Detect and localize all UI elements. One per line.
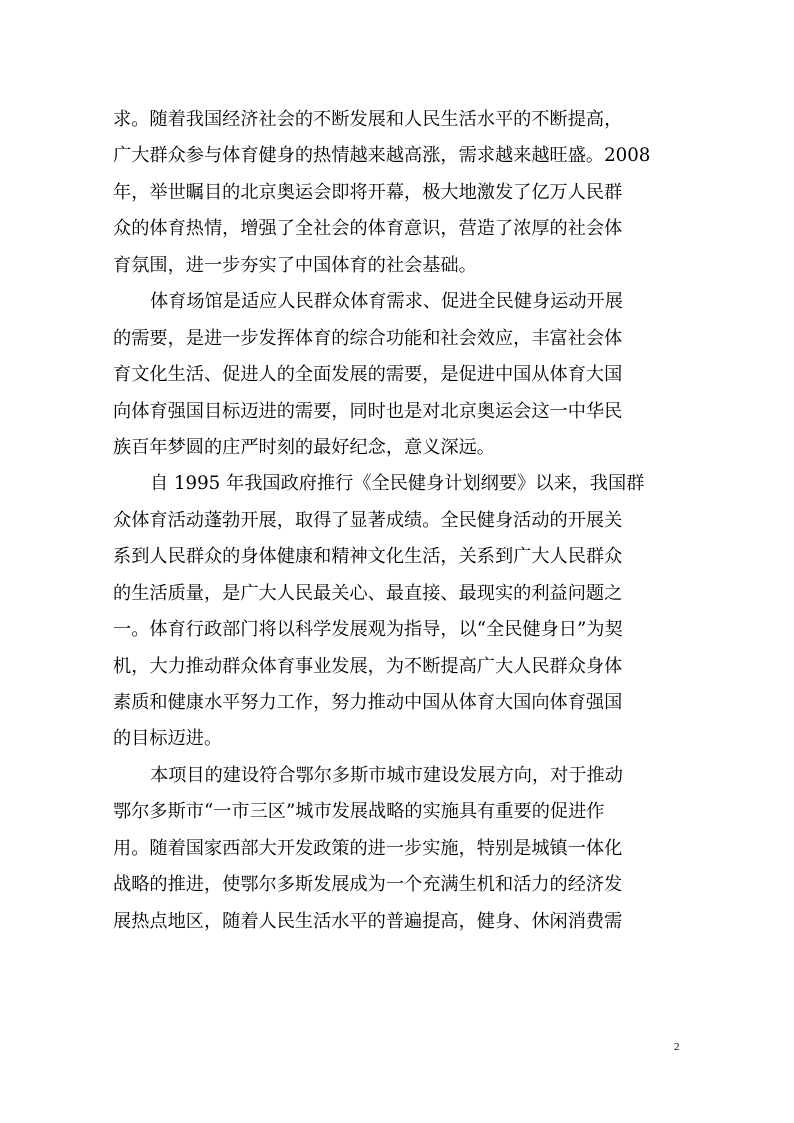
text-line: 用。随着国家西部大开发政策的进一步实施，特别是城镇一体化 xyxy=(113,837,623,859)
page-number: 2 xyxy=(674,1041,680,1053)
text-line: 的需要，是进一步发挥体育的综合功能和社会效应，丰富社会体 xyxy=(113,327,623,349)
paragraph-first-line: 自 1995 年我国政府推行《全民健身计划纲要》以来，我国群 xyxy=(150,473,645,495)
text-line: 的生活质量，是广大人民最关心、最直接、最现实的利益问题之 xyxy=(113,582,623,604)
text-line: 一。体育行政部门将以科学发展观为指导，以“全民健身日”为契 xyxy=(113,619,623,641)
text-line: 广大群众参与体育健身的热情越来越高涨，需求越来越旺盛。2008 xyxy=(113,145,651,167)
text-line: 的目标迈进。 xyxy=(113,728,223,750)
text-line: 向体育强国目标迈进的需要，同时也是对北京奥运会这一中华民 xyxy=(113,400,623,422)
text-line: 众的体育热情，增强了全社会的体育意识，营造了浓厚的社会体 xyxy=(113,218,623,240)
text-line: 育氛围，进一步夯实了中国体育的社会基础。 xyxy=(113,254,477,276)
text-line: 系到人民群众的身体健康和精神文化生活，关系到广大人民群众 xyxy=(113,546,623,568)
text-line: 年，举世瞩目的北京奥运会即将开幕，极大地激发了亿万人民群 xyxy=(113,181,623,203)
paragraph-first-line: 本项目的建设符合鄂尔多斯市城市建设发展方向，对于推动 xyxy=(150,764,623,786)
text-line: 战略的推进，使鄂尔多斯发展成为一个充满生机和活力的经济发 xyxy=(113,874,623,896)
text-line: 机，大力推动群众体育事业发展，为不断提高广大人民群众身体 xyxy=(113,655,623,677)
text-line: 求。随着我国经济社会的不断发展和人民生活水平的不断提高， xyxy=(113,109,623,130)
text-line: 族百年梦圆的庄严时刻的最好纪念，意义深远。 xyxy=(113,436,495,458)
body-text xyxy=(113,102,685,940)
text-line: 展热点地区，随着人民生活水平的普遍提高，健身、休闲消费需 xyxy=(113,910,623,932)
text-line: 众体育活动蓬勃开展，取得了显著成绩。全民健身活动的开展关 xyxy=(113,509,623,531)
text-line: 育文化生活、促进人的全面发展的需要，是促进中国从体育大国 xyxy=(113,364,623,386)
text-line: 素质和健康水平努力工作，努力推动中国从体育大国向体育强国 xyxy=(113,692,623,713)
paragraph-first-line: 体育场馆是适应人民群众体育需求、促进全民健身运动开展 xyxy=(150,291,623,313)
text-line: 鄂尔多斯市“一市三区”城市发展战略的实施具有重要的促进作 xyxy=(113,801,605,823)
